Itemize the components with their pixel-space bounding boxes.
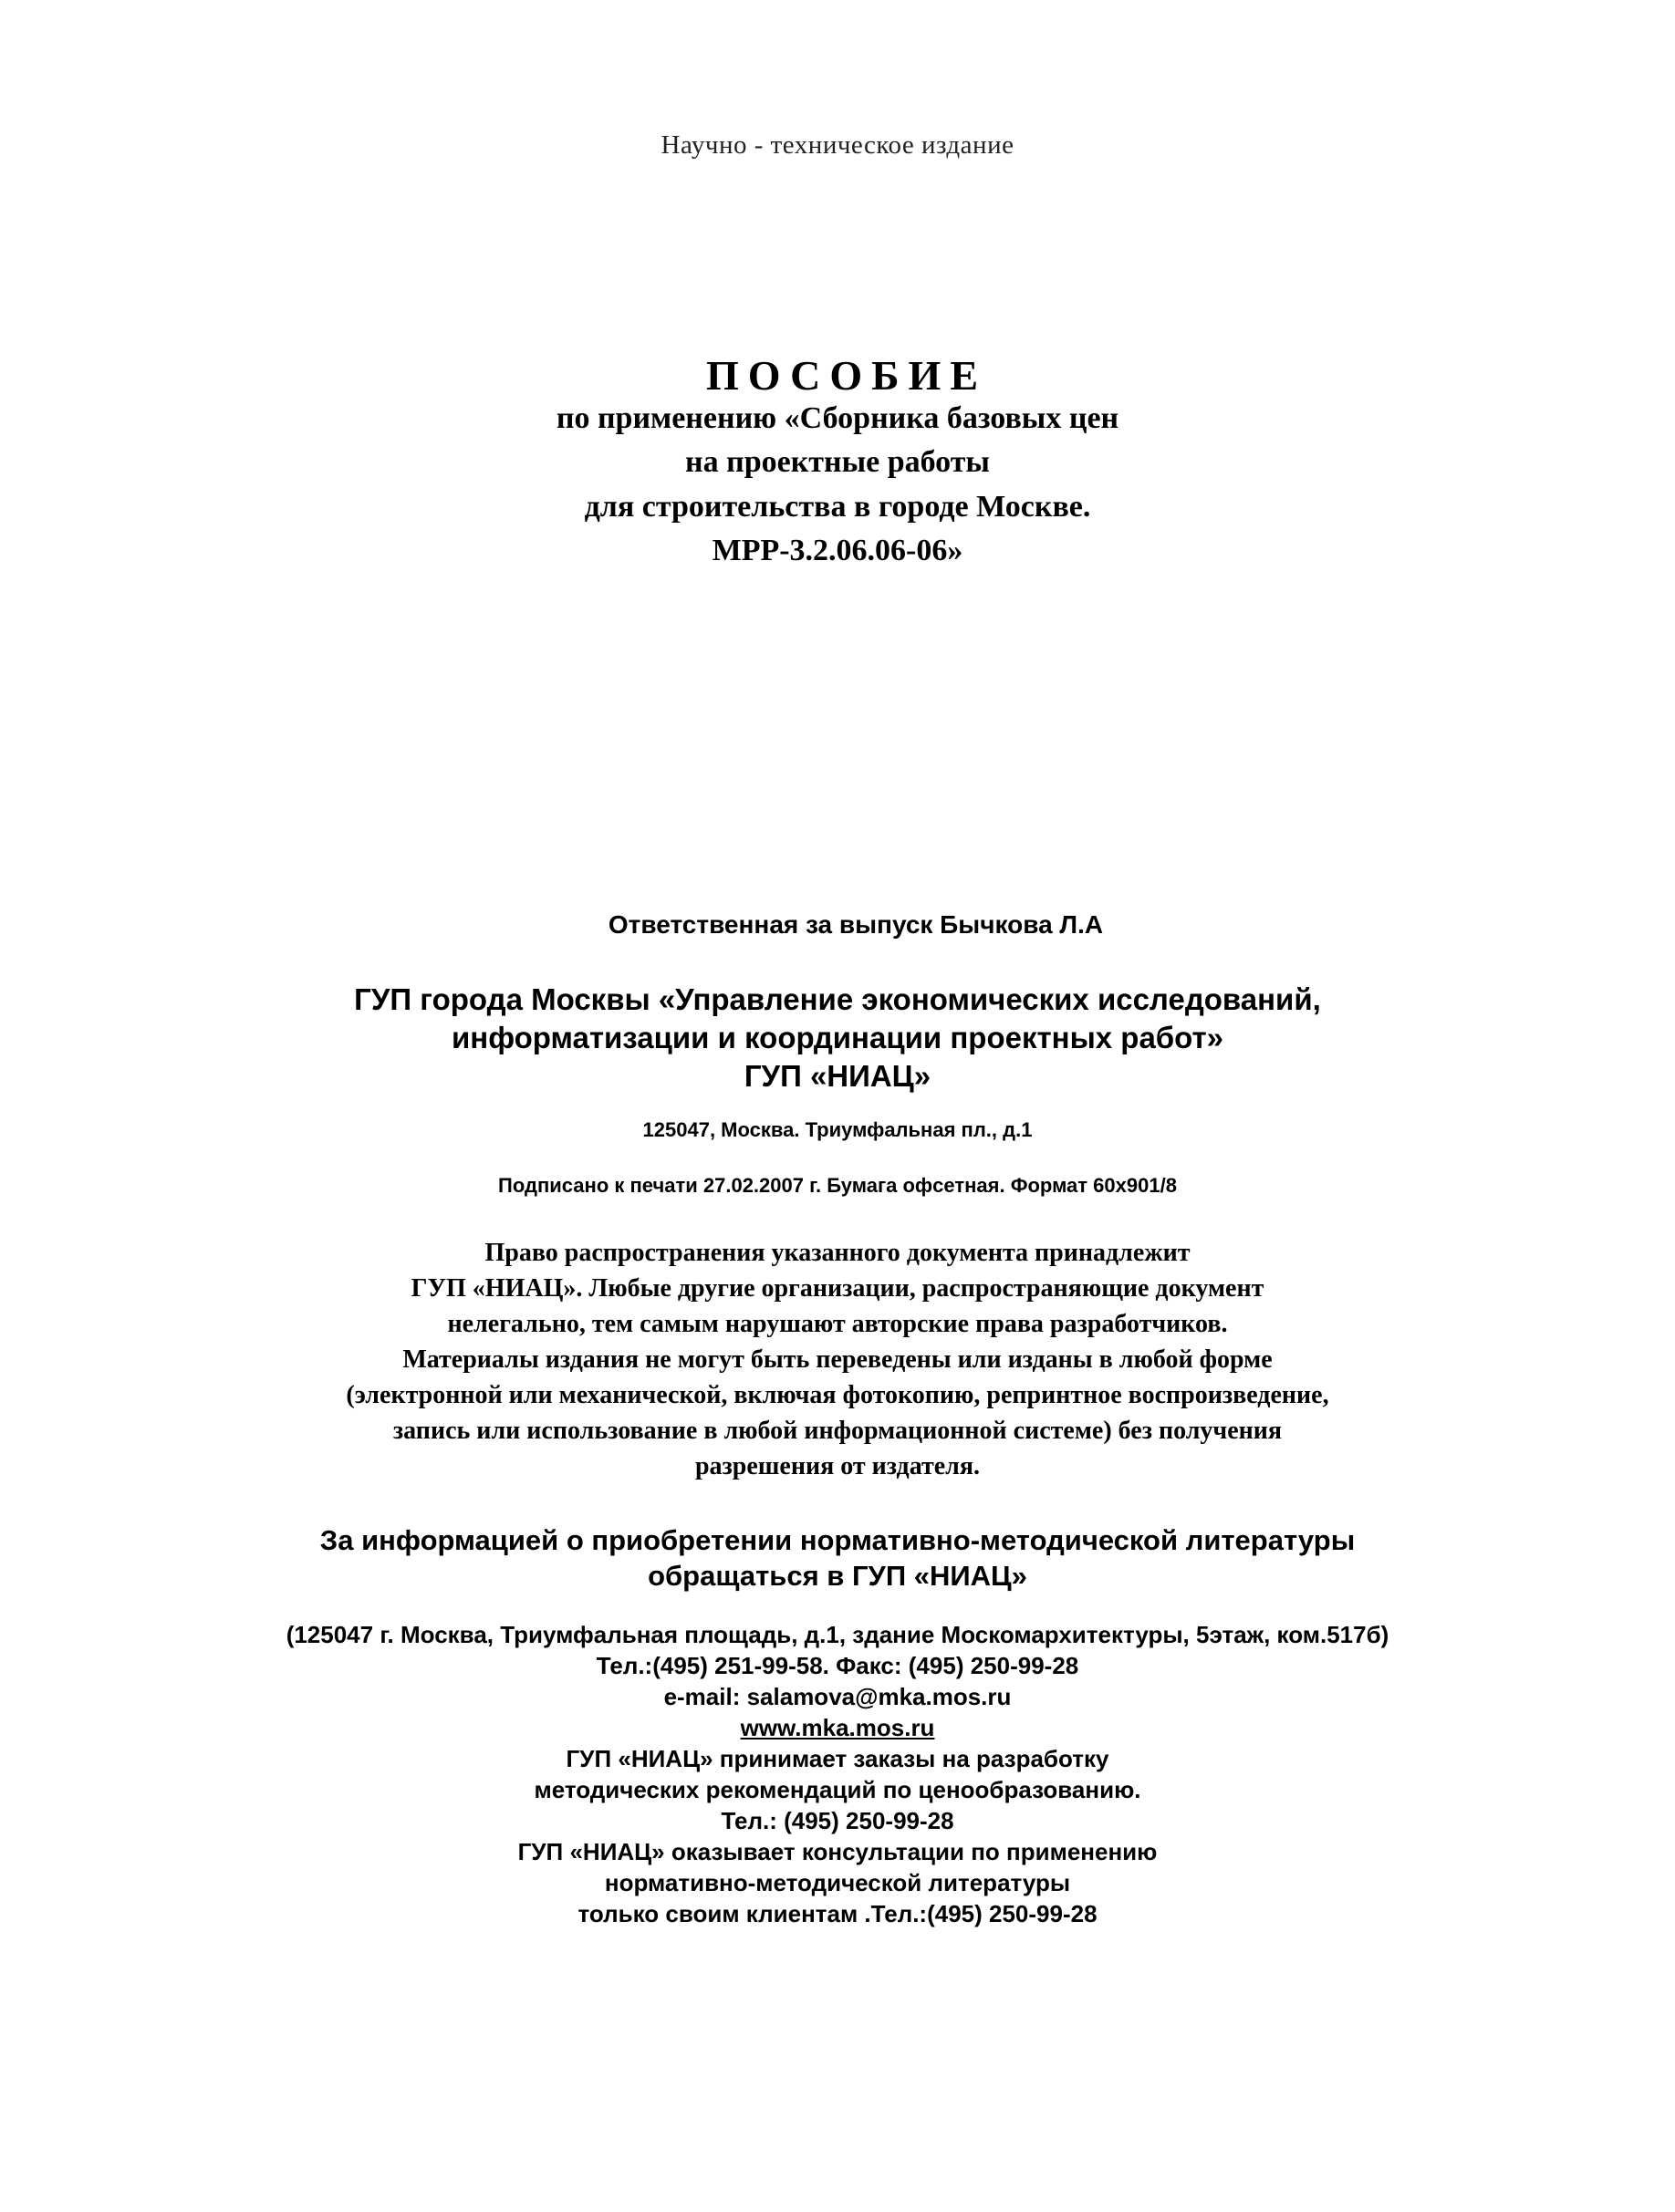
website-line [0, 1714, 1675, 1742]
info-line-1: За информацией о приобретении нормативно-методической литературы [319, 1524, 1356, 1556]
subtitle-line-1: по применению «Сборника базовых цен [556, 401, 1119, 435]
responsible-person: Ответственная за выпуск Бычкова Л.А [608, 910, 1104, 939]
consult-line-1: ГУП «НИАЦ» оказывает консультации по применению [517, 1838, 1158, 1865]
contact-email: e-mail: salamova@mka.mos.ru [663, 1683, 1012, 1710]
orders-line-1: ГУП «НИАЦ» принимает заказы на разработку [566, 1745, 1109, 1772]
publisher-line-3: ГУП «НИАЦ» [744, 1059, 931, 1093]
website-link[interactable]: www.mka.mos.ru [740, 1714, 935, 1741]
rights-line-1: Право распространения указанного документа принадлежит [484, 1239, 1191, 1267]
rights-line-2: ГУП «НИАЦ». Любые другие организации, распространяющие документ [411, 1274, 1264, 1303]
rights-line-6: запись или использование в любой информационной системе) без получения [392, 1417, 1283, 1445]
publisher-line-1: ГУП города Москвы «Управление экономических исследований, [354, 982, 1321, 1016]
publisher-address: 125047, Москва. Триумфальная пл., д.1 [642, 1118, 1033, 1141]
rights-line-3: нелегально, тем самым нарушают авторские права разработчиков. [447, 1310, 1228, 1338]
consult-line-3: только своим клиентам .Тел.:(495) 250-99-28 [577, 1900, 1098, 1927]
rights-line-5: (электронной или механической, включая фотокопию, репринтное воспроизведение, [346, 1381, 1329, 1409]
publisher-line-2: информатизации и координации проектных работ» [451, 1021, 1224, 1054]
subtitle-line-2: на проектные работы [685, 445, 990, 479]
print-info: Подписано к печати 27.02.2007 г. Бумага офсетная. Формат 60х901/8 [498, 1174, 1177, 1197]
rights-line-7: разрешения от издателя. [694, 1452, 981, 1480]
consult-line-2: нормативно-методической литературы [604, 1869, 1071, 1896]
edition-type-label: Научно - техническое издание [661, 130, 1014, 160]
rights-line-4: Материалы издания не могут быть переведены или изданы в любой форме [402, 1345, 1273, 1374]
document-title: ПОСОБИЕ [706, 352, 987, 399]
orders-line-3: Тел.: (495) 250-99-28 [721, 1807, 954, 1834]
info-line-2: обращаться в ГУП «НИАЦ» [648, 1560, 1027, 1592]
contact-phone-fax: Тел.:(495) 251-99-58. Факс: (495) 250-99-28 [596, 1652, 1079, 1679]
orders-line-2: методических рекомендаций по ценообразованию. [534, 1776, 1141, 1803]
subtitle-line-3: для строительства в городе Москве. [584, 490, 1091, 524]
subtitle-line-4: МРР-3.2.06.06-06» [712, 534, 963, 567]
contact-address: (125047 г. Москва, Триумфальная площадь, д.1, здание Москомархитектуры, 5этаж, ком.517б) [286, 1621, 1389, 1648]
